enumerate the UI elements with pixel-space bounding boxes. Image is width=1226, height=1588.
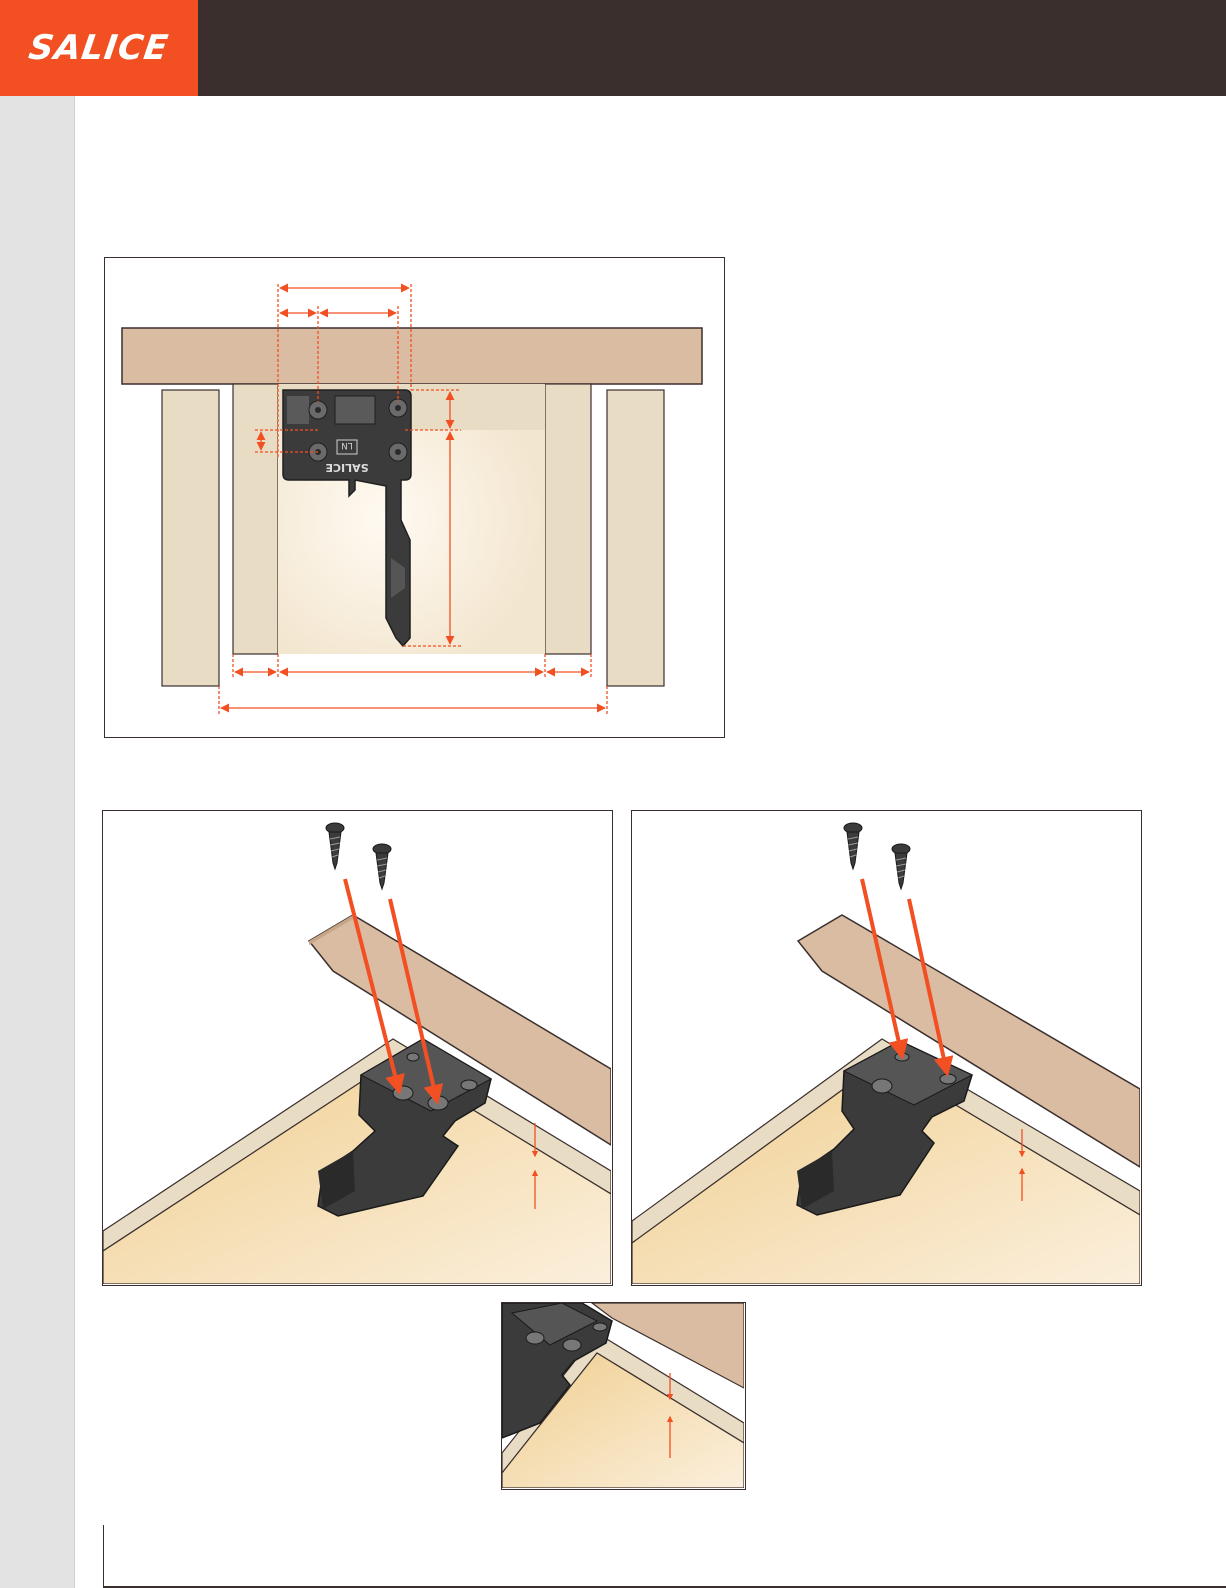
screw-icon xyxy=(844,823,862,869)
isometric-right-drawing xyxy=(632,811,1140,1284)
screw-icon xyxy=(326,823,344,869)
brand-logo-text: SALICE xyxy=(26,28,172,68)
isometric-right-figure xyxy=(631,810,1142,1286)
brand-logo xyxy=(0,0,198,96)
svg-text:LN: LN xyxy=(341,440,353,450)
left-outer-panel xyxy=(162,390,219,686)
right-outer-panel xyxy=(607,390,664,686)
isometric-left-figure xyxy=(102,810,613,1286)
detail-figure xyxy=(501,1302,746,1490)
right-inner-panel xyxy=(545,384,591,654)
detail-drawing xyxy=(502,1303,744,1488)
left-rail xyxy=(0,96,74,1588)
page-edge xyxy=(74,96,75,1588)
isometric-left-drawing xyxy=(103,811,611,1284)
screw-icon xyxy=(892,844,910,889)
top-view-drawing xyxy=(105,258,723,736)
left-inner-panel xyxy=(233,384,278,654)
screw-icon xyxy=(373,844,391,889)
top-view-figure xyxy=(104,257,725,738)
top-panel xyxy=(122,328,702,384)
part-stamp: SALICE xyxy=(325,461,369,474)
footer-rule xyxy=(103,1525,104,1588)
